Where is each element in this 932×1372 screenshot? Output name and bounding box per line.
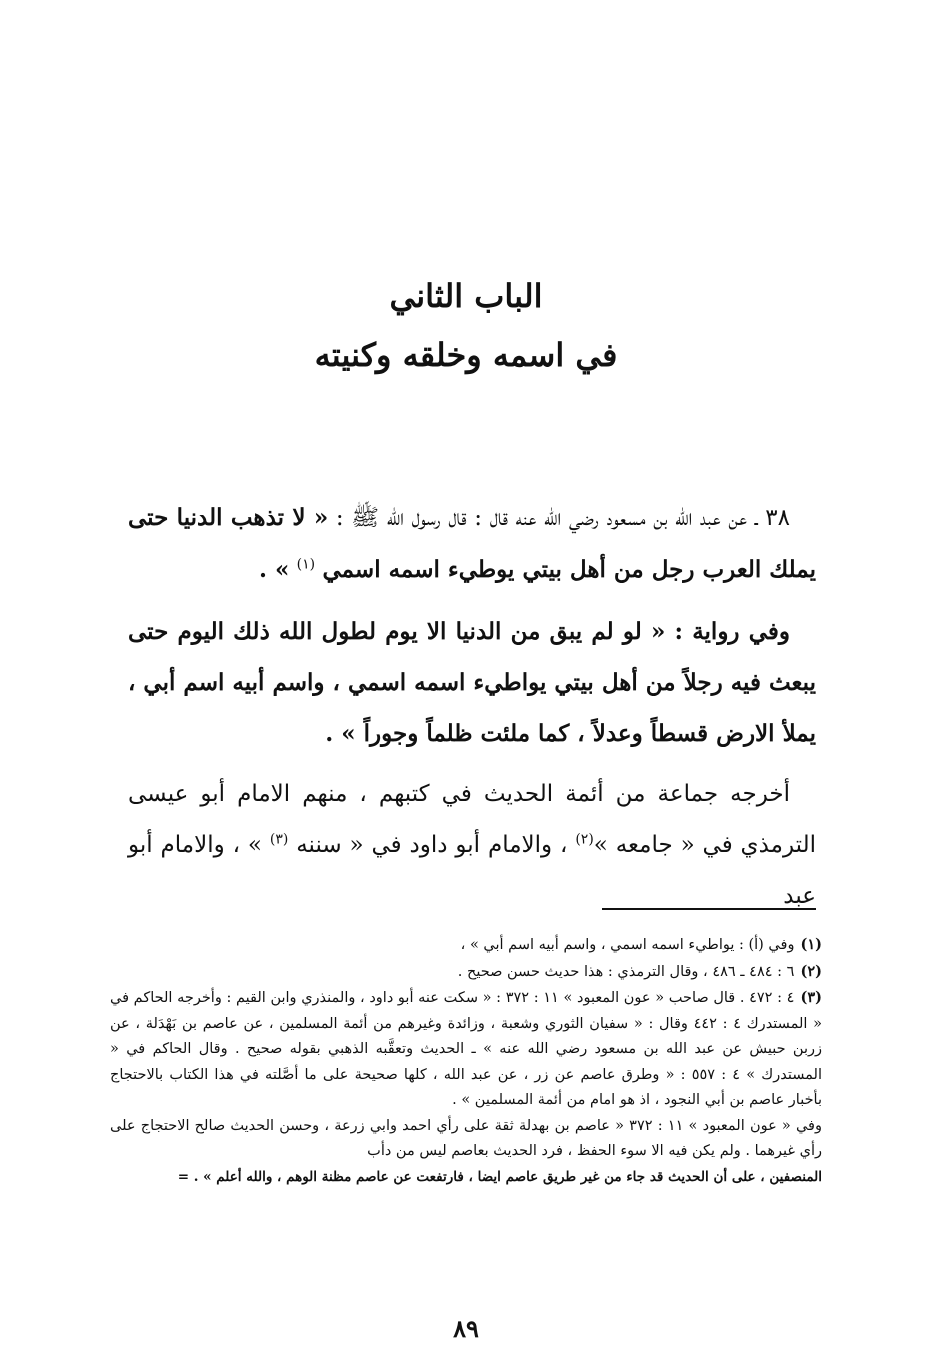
- main-text: [128, 492, 816, 922]
- footnote-3-tail: المنصفين ، على أن الحديث قد جاء من غير طريق عاصم ايضا ، فارتفعت عن عاصم مظنة الوهم ، والله أعلم » . =: [177, 1168, 822, 1185]
- footnote-3-continuation: وفي « عون المعبود » ١١ : ٣٧٢ « عاصم بن بهدلة ثقة على رأي احمد وابي زرعة ، وحسن الحديث صالح الاحتجاج على رأي غيرهما . ولم يكن فيه الا سوء الحفظ ، فرد الحديث بعاصم ليس من دأب: [110, 1117, 822, 1159]
- chapter-subtitle: في اسمه وخلقه وكنيته: [314, 336, 618, 374]
- footnote-3-number: (٣): [800, 989, 823, 1006]
- footnote-separator: [602, 908, 816, 910]
- hadith-paragraph: [128, 492, 816, 596]
- footnote-2-number: (٢): [800, 962, 822, 980]
- footnote-1-number: (١): [800, 936, 822, 953]
- sources-text-b: ، والامام أبو داود في « سننه: [296, 832, 568, 858]
- hadith-quote: « لا تذهب الدنيا حتى يملك العرب رجل من أهل بيتي يوطيء اسمه اسمي: [128, 504, 816, 583]
- narration-paragraph: وفي رواية : « لو لم يبق من الدنيا الا يوم لطول الله ذلك اليوم حتى يبعث فيه رجلاً من أهل بيتي يواطيء اسمه اسمي ، واسم أبيه اسم أبي ، يملأ الارض قسطاً وعدلاً ، كما ملئت ظلماً وجوراً » .: [128, 618, 816, 747]
- sources-paragraph: [128, 769, 816, 922]
- footnote-ref-2: (٢): [575, 831, 594, 848]
- chapter-title: الباب الثاني: [389, 277, 543, 315]
- sources-text-c: » ، والامام أبو عبد: [128, 832, 816, 909]
- hadith-quote-end: » .: [258, 556, 290, 583]
- footnote-3-text: ٤ : ٤٧٢ . قال صاحب « عون المعبود » ١١ : ٣٧٢ : « سكت عنه أبو داود ، والمنذري وابن القيم : وأخرجه الحاكم في « المستدرك ٤ : ٤٤٢ وقال : « سفيان الثوري وشعبة ، وزائدة وغيرهم من أئمة المسلمين ، عن عاصم بن بَهْدَلة ، عن زربن حبيش عن عبد الله بن مسعود رضي الله عنه » ـ الحديث وتعقَّبه الذهبي بقوله صحيح . وقال الحاكم في « المستدرك » ٤ : ٥٥٧ : « وطرق عاصم عن زر ، عن عبد الله ، كلها صحيحة على ما أصَّلته في هذا الكتاب بالاحتجاج بأخبار عاصم بن أبي النجود ، اذ هو امام من أئمة المسلمين » .: [110, 990, 823, 1108]
- footnote-ref-1: (١): [296, 556, 316, 573]
- footnote-1-text: وفي (أ) : يواطيء اسمه اسمي ، واسم أبيه اسم أبي » ،: [460, 937, 795, 953]
- sources-text-a: أخرجه جماعة من أئمة الحديث في كتبهم ، منهم الامام أبو عيسى الترمذي في « جامعه »: [128, 781, 816, 858]
- hadith-lead: ٣٨ ـ عن عبد الله بن مسعود رضي الله عنه قال : قال رسول الله ﷺ :: [335, 505, 790, 531]
- page-number: ٨٩: [453, 1314, 479, 1343]
- footnote-2: [110, 959, 822, 986]
- footnote-ref-3: (٣): [269, 831, 289, 848]
- footnotes: [110, 932, 822, 1190]
- footnote-3: [110, 985, 822, 1114]
- footnote-1: [110, 932, 822, 959]
- footnote-2-text: ٦ : ٤٨٤ ـ ٤٨٦ ، وقال الترمذي : هذا حديث حسن صحيح .: [457, 963, 795, 980]
